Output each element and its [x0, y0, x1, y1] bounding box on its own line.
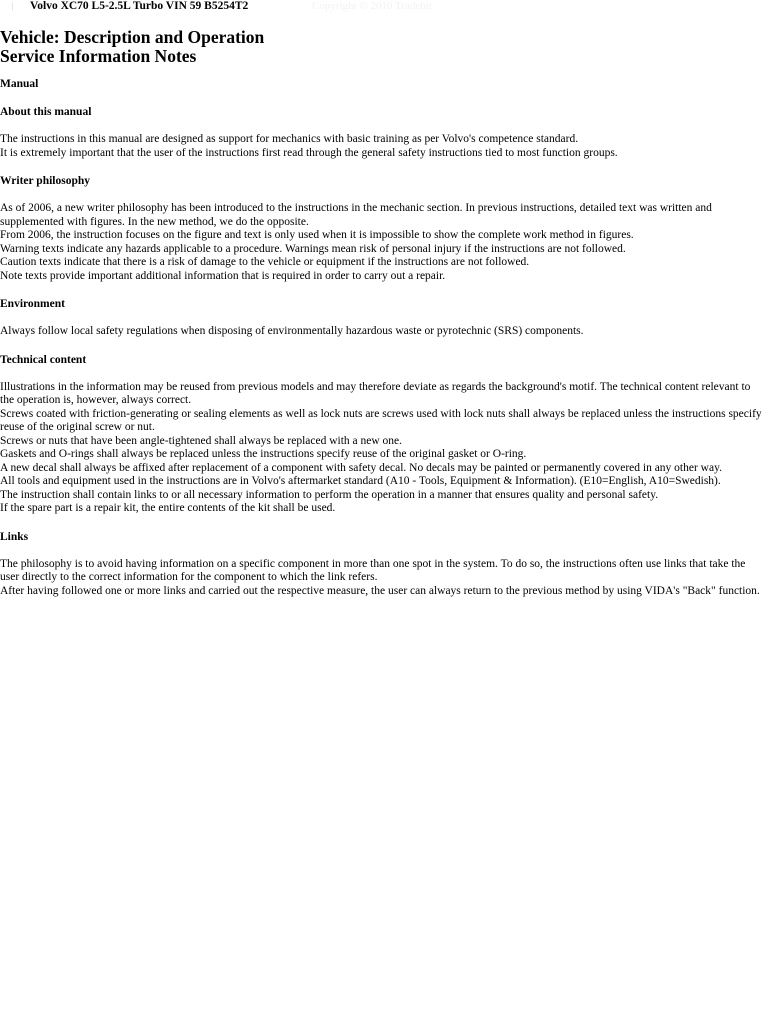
- paragraph-line: As of 2006, a new writer philosophy has been introduced to the instructions in the mechanic section. In previous instructions, detailed text was written and supplemented with figures. In the new method, we do the opposite.: [0, 202, 712, 228]
- paragraph-line: All tools and equipment used in the instructions are in Volvo's aftermarket standard (A10 - Tools, Equipment & Information). (E10=English, A10=Swedish).: [0, 475, 721, 487]
- environment-paragraph: [0, 325, 764, 339]
- links-paragraph: [0, 558, 764, 599]
- section-heading-environment: Environment: [0, 298, 65, 310]
- header-mark: [12, 2, 13, 11]
- document-title: [0, 28, 764, 66]
- section-heading-technical: Technical content: [0, 353, 87, 366]
- paragraph-line: The instructions in this manual are designed as support for mechanics with basic training as per Volvo's competence standard.: [0, 133, 579, 145]
- paragraph-line: After having followed one or more links and carried out the respective measure, the user can always return to the previous method by using VIDA's "Back" function.: [0, 584, 760, 597]
- paragraph-line: The instruction shall contain links to or all necessary information to perform the operation in a manner that ensures quality and personal safety.: [0, 488, 659, 501]
- faint-header-text: Copyright © 2010 Tradebit: [312, 0, 432, 12]
- paragraph-line: Gaskets and O-rings shall always be replaced unless the instructions specify reuse of the original gasket or O-ring.: [0, 448, 527, 460]
- paragraph-line: Screws coated with friction-generating or sealing elements as well as lock nuts are screws used with lock nuts shall always be replaced unless the instructions specify reuse of the original screw or nut.: [0, 407, 762, 433]
- paragraph-line: Screws or nuts that have been angle-tightened shall always be replaced with a new one.: [0, 434, 403, 447]
- paragraph-line: Always follow local safety regulations when disposing of environmentally hazardous waste or pyrotechnic (SRS) components.: [0, 325, 584, 337]
- vehicle-identifier: Volvo XC70 L5-2.5L Turbo VIN 59 B5254T2: [30, 0, 249, 12]
- section-heading-writer: Writer philosophy: [0, 175, 90, 187]
- section-heading-about: About this manual: [0, 106, 92, 118]
- page-header: [0, 0, 764, 14]
- paragraph-line: It is extremely important that the user of the instructions first read through the general safety instructions tied to most function groups.: [0, 146, 618, 159]
- paragraph-line: Note texts provide important additional information that is required in order to carry out a repair.: [0, 269, 446, 282]
- section-heading-links: Links: [0, 530, 29, 543]
- paragraph-line: Illustrations in the information may be reused from previous models and may therefore deviate as regards the background's motif. The technical content relevant to the operation is, however, always correct.: [0, 380, 751, 406]
- title-line-2: Service Information Notes: [0, 46, 197, 66]
- technical-paragraph: [0, 381, 764, 516]
- title-line-1: Vehicle: Description and Operation: [0, 27, 265, 47]
- writer-paragraph: [0, 202, 764, 283]
- paragraph-line: If the spare part is a repair kit, the entire contents of the kit shall be used.: [0, 502, 336, 514]
- paragraph-line: A new decal shall always be affixed after replacement of a component with safety decal. No decals may be painted or permanently covered in any other way.: [0, 461, 722, 474]
- paragraph-line: The philosophy is to avoid having information on a specific component in more than one spot in the system. To do so, the instructions often use links that take the user directly to the correct information for the component to which the link refers.: [0, 557, 746, 583]
- about-paragraph: [0, 133, 764, 160]
- section-heading-manual: Manual: [0, 78, 39, 90]
- paragraph-line: Warning texts indicate any hazards applicable to a procedure. Warnings mean risk of personal injury if the instructions are not followed.: [0, 242, 626, 255]
- paragraph-line: From 2006, the instruction focuses on the figure and text is only used when it is impossible to show the complete work method in figures.: [0, 229, 634, 241]
- paragraph-line: Caution texts indicate that there is a risk of damage to the vehicle or equipment if the instructions are not followed.: [0, 256, 530, 268]
